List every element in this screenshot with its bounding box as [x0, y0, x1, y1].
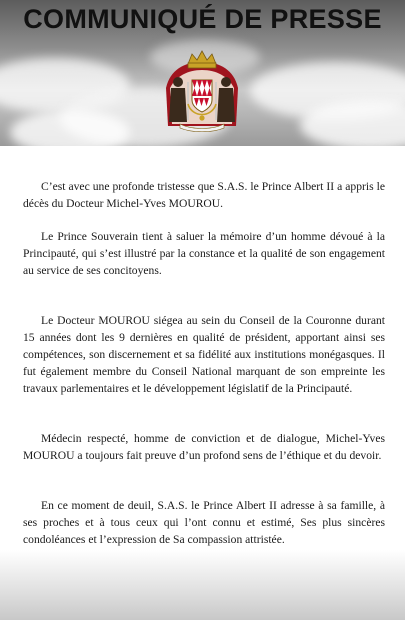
page-title: COMMUNIQUÉ DE PRESSE	[23, 4, 382, 34]
footer-fade	[0, 550, 405, 620]
coat-of-arms-icon	[158, 48, 246, 132]
paragraph: C’est avec une profonde tristesse que S.A.S. le Prince Albert II a appris le décès du Docteur Michel-Yves MOUROU.	[23, 180, 385, 210]
press-release-body	[23, 178, 385, 548]
paragraph: En ce moment de deuil, S.A.S. le Prince Albert II adresse à sa famille, à ses proches et à tous ceux qui l’ont connu et estimé, Ses plus sincères condoléances et l’expression de Sa compassion attristée.	[23, 499, 385, 546]
header-banner	[0, 0, 405, 146]
paragraph: Le Docteur MOUROU siégea au sein du Conseil de la Couronne durant 15 années dont les 9 dernières en qualité de président, apportant ainsi ses compétences, son discernement et sa fidélité aux institutions monégasques. Il fut également membre du Conseil National marquant de son empreinte les travaux parlementaires et le développement législatif de la Principauté.	[23, 314, 385, 395]
paragraph: Le Prince Souverain tient à saluer la mémoire d’un homme dévoué à la Principauté, qui s’est illustré par la constance et la qualité de son engagement au service de ses concitoyens.	[23, 230, 385, 277]
paragraph: Médecin respecté, homme de conviction et de dialogue, Michel-Yves MOUROU a toujours fait preuve d’un profond sens de l’éthique et du devoir.	[23, 432, 385, 462]
